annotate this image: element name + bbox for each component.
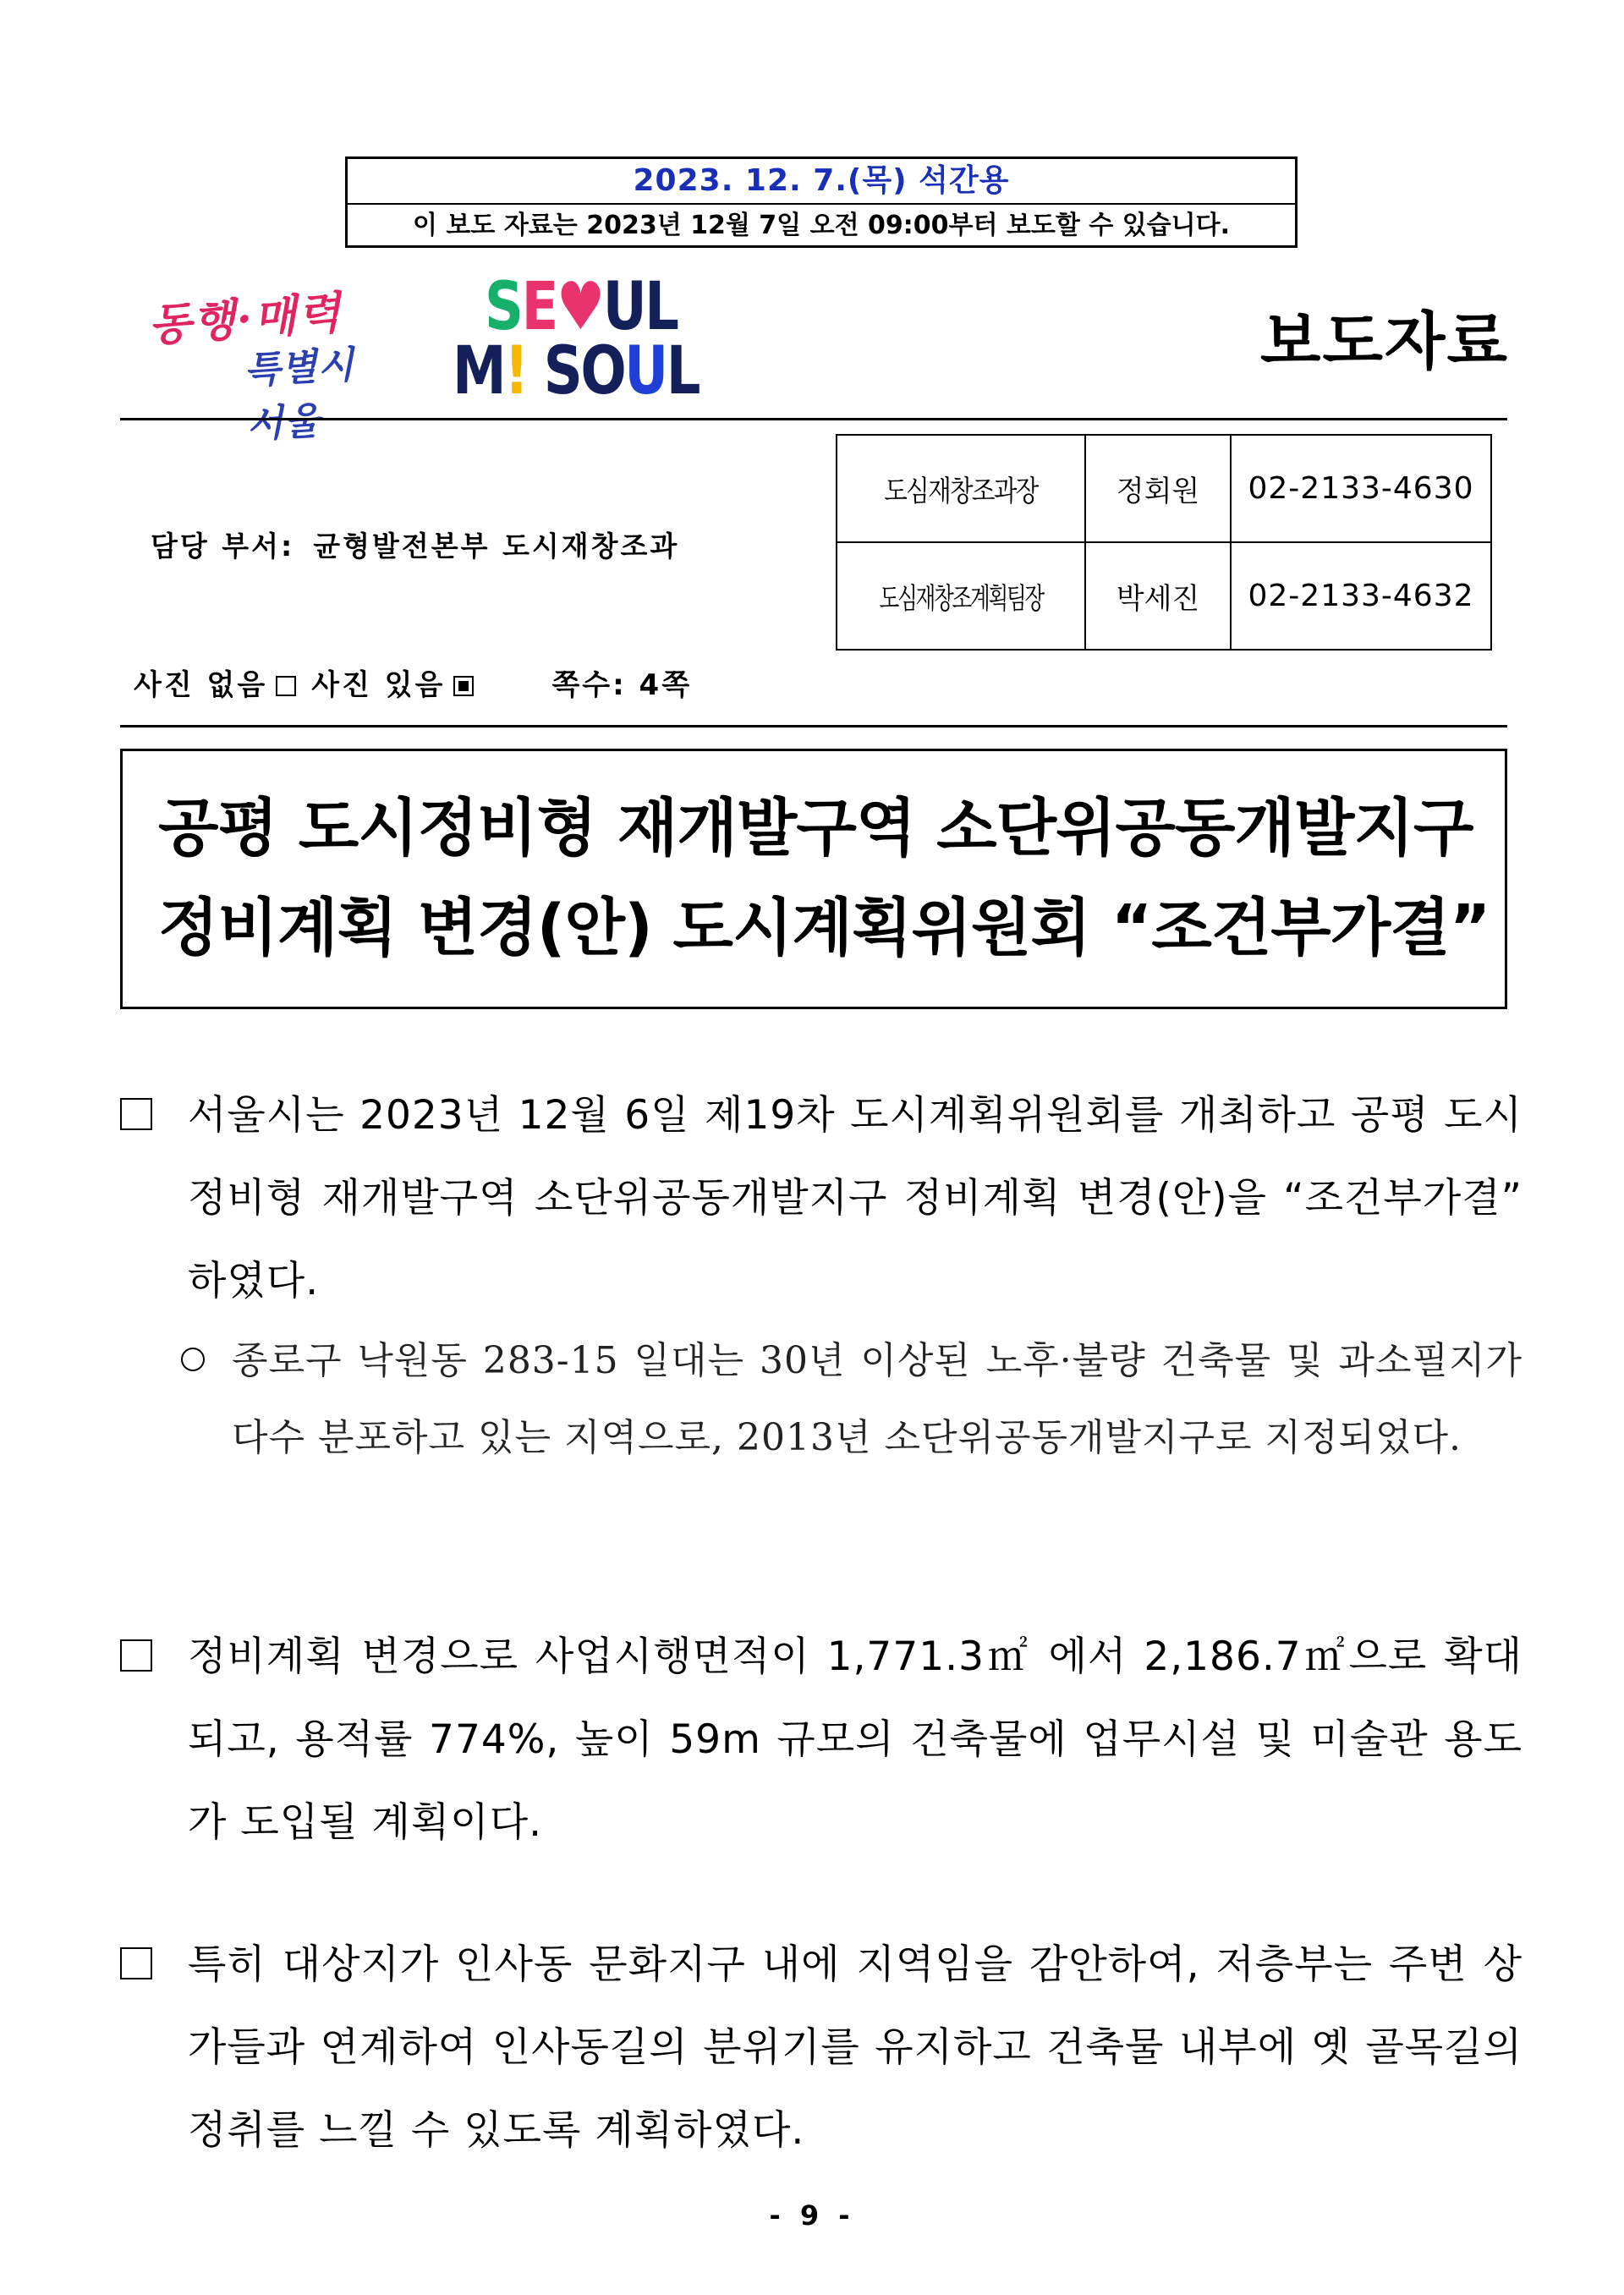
subparagraph-text: 종로구 낙원동 283-15 일대는 30년 이상된 노후·불량 건축물 및 과소필지가 다수 분포하고 있는 지역으로, 2013년 소단위공동개발지구로 지정되었다. bbox=[232, 1339, 1522, 1459]
logo-wordmark-bottom: M! SOUL bbox=[453, 333, 700, 409]
contact-title: 도심재창조과장 bbox=[837, 435, 1085, 542]
no-photo-checkbox bbox=[276, 676, 296, 696]
seoul-slogan-logo bbox=[146, 283, 402, 447]
department-info bbox=[151, 524, 679, 564]
contact-name: 정회원 bbox=[1085, 435, 1231, 542]
slogan-line-2: 특별시 서울 bbox=[243, 343, 356, 447]
contact-table bbox=[836, 434, 1492, 651]
department-value: 균형발전본부 도시재창조과 bbox=[313, 530, 680, 563]
has-photo-checkbox bbox=[453, 676, 474, 696]
body-subparagraph-1 bbox=[178, 1322, 1522, 1476]
square-bullet-icon bbox=[120, 1639, 152, 1672]
body-paragraph-2 bbox=[120, 1616, 1522, 1864]
contact-row bbox=[837, 435, 1491, 542]
title-line-1: 공평 도시정비형 재개발구역 소단위공동개발지구 bbox=[158, 792, 1473, 865]
info-divider bbox=[120, 725, 1507, 727]
circle-bullet-icon bbox=[181, 1348, 205, 1371]
body-paragraph-3 bbox=[120, 1924, 1522, 2172]
document-type-heading: 보도자료 bbox=[1260, 305, 1509, 378]
contact-title: 도심재창조계획팀장 bbox=[837, 542, 1085, 650]
paragraph-text: 서울시는 2023년 12월 6일 제19차 도시계획위원회를 개최하고 공평 도시정비형 재개발구역 소단위공동개발지구 정비계획 변경(안)을 “조건부가결” 하였다. bbox=[188, 1092, 1522, 1304]
release-info-box bbox=[345, 156, 1298, 248]
logo-wordmark-top: SE♥UL bbox=[485, 269, 678, 345]
page-number: - 9 - bbox=[769, 2199, 855, 2232]
title-line-2: 정비계획 변경(안) 도시계획위원회 “조건부가결” bbox=[158, 892, 1490, 964]
slogan-line-1: 동행·매력 bbox=[146, 287, 344, 352]
embargo-notice: 이 보도 자료는 2023년 12월 7일 오전 09:00부터 보도할 수 있습니다. bbox=[412, 211, 1231, 240]
no-photo-label: 사진 없음 bbox=[134, 668, 268, 702]
paragraph-text: 정비계획 변경으로 사업시행면적이 1,771.3㎡ 에서 2,186.7㎡으로 확대되고, 용적률 774%, 높이 59m 규모의 건축물에 업무시설 및 미술관 용도가 도입될 계획이다. bbox=[188, 1633, 1522, 1846]
page-count: 쪽수: 4쪽 bbox=[551, 668, 693, 702]
contact-name: 박세진 bbox=[1085, 542, 1231, 650]
has-photo-label: 사진 있음 bbox=[311, 668, 446, 702]
contact-phone: 02-2133-4630 bbox=[1231, 435, 1491, 542]
department-label: 담당 부서: bbox=[151, 530, 295, 563]
title-box bbox=[120, 749, 1507, 1009]
body-paragraph-1 bbox=[120, 1074, 1522, 1323]
header-divider bbox=[120, 418, 1507, 420]
release-date: 2023. 12. 7.(목) 석간용 bbox=[348, 159, 1295, 205]
square-bullet-icon bbox=[120, 1098, 152, 1130]
photo-info bbox=[134, 662, 692, 703]
paragraph-text: 특히 대상지가 인사동 문화지구 내에 지역임을 감안하여, 저층부는 주변 상가들과 연계하여 인사동길의 분위기를 유지하고 건축물 내부에 옛 골목길의 정취를 느낄 수 있도록 계획하였다. bbox=[188, 1941, 1522, 2154]
contact-row bbox=[837, 542, 1491, 650]
contact-phone: 02-2133-4632 bbox=[1231, 542, 1491, 650]
square-bullet-icon bbox=[120, 1947, 152, 1979]
seoul-my-soul-logo bbox=[453, 269, 700, 409]
